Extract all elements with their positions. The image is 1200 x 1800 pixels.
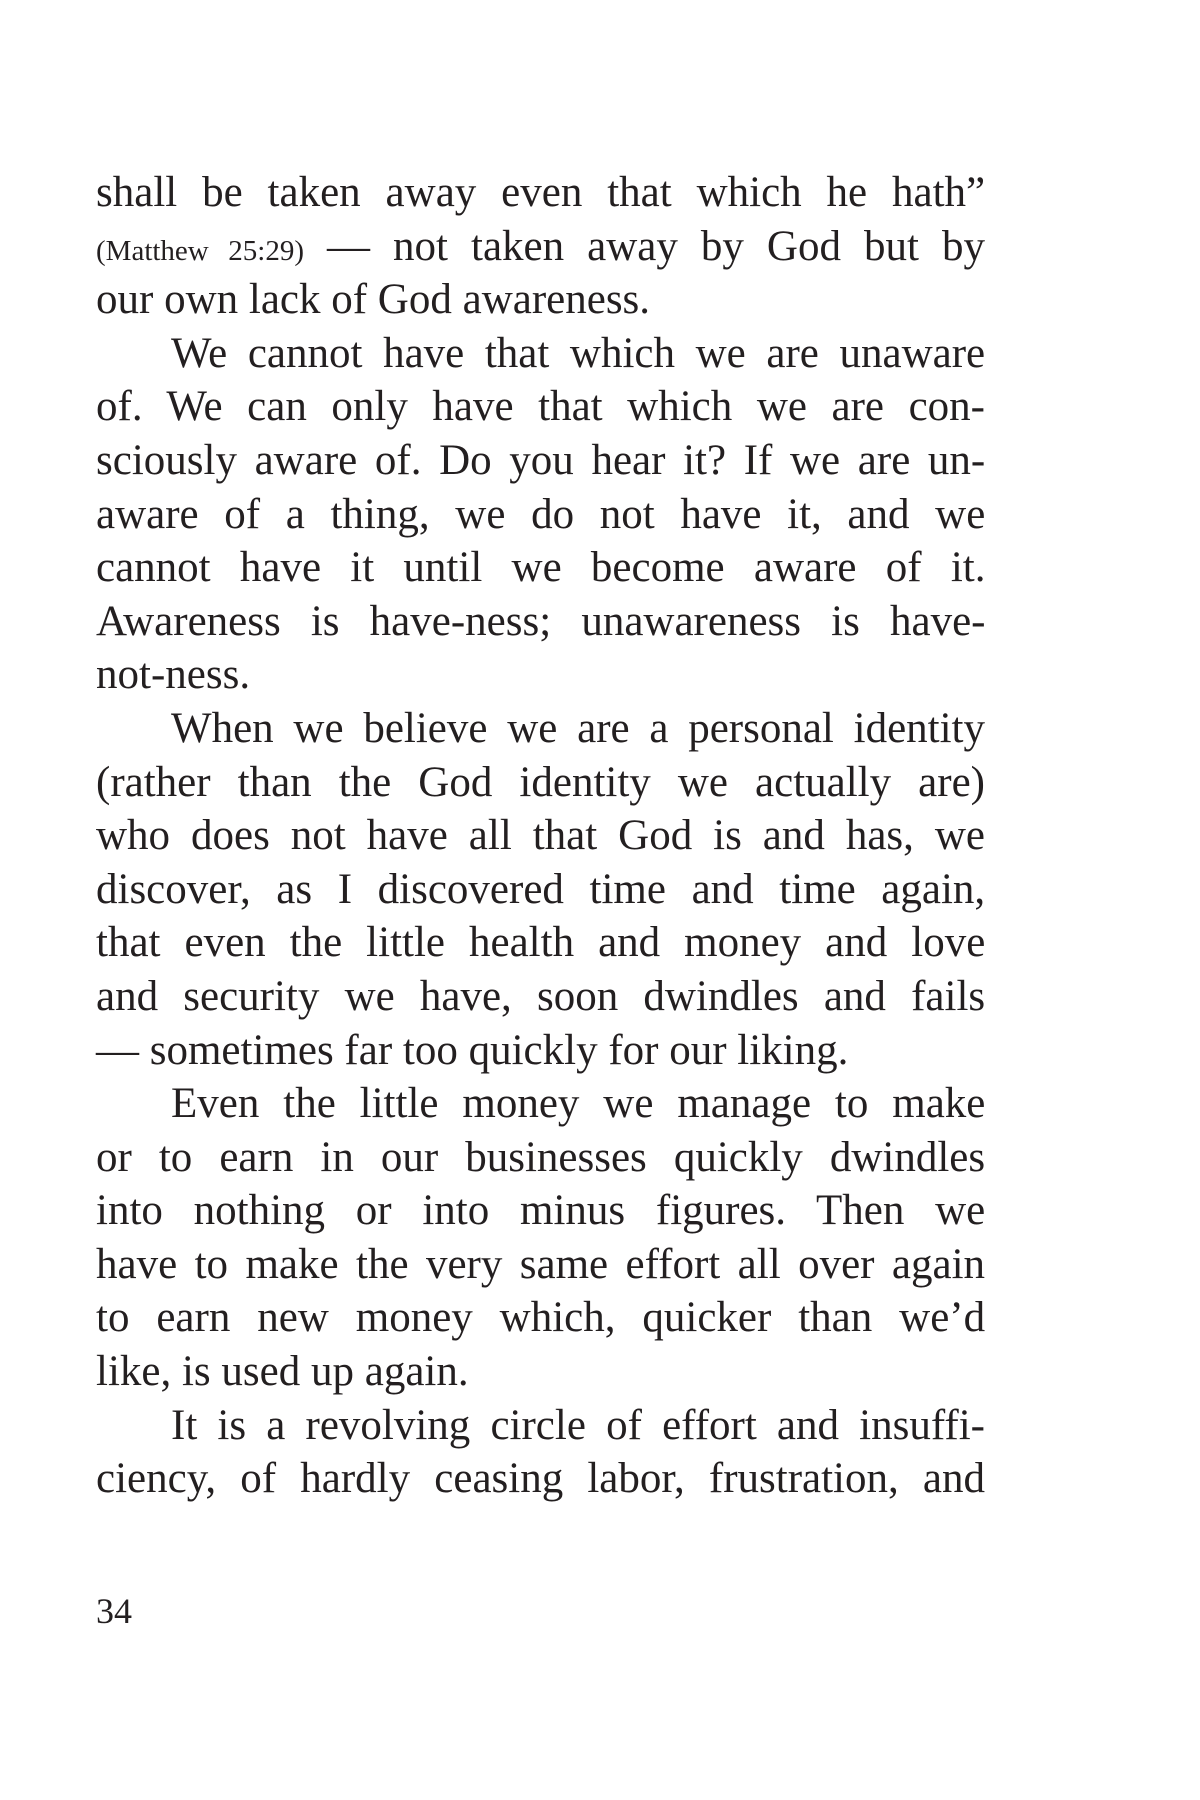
text-line [96,702,985,756]
text-line-content: When we believe we are a personal identity [171,704,985,752]
text-line-content: or to earn in our businesses quickly dwindles [96,1133,986,1181]
text-line [96,380,985,434]
text-line-content: ciency, of hardly ceasing labor, frustration, and [96,1455,985,1503]
text-line-content: have to make the very same effort all over again [96,1240,986,1288]
text-line-content: like, is used up again. [96,1348,469,1396]
text-line [96,809,985,863]
text-line-content: and security we have, soon dwindles and fails [96,972,986,1020]
text-line [96,648,985,702]
text-line-content: that even the little health and money and love [96,919,986,967]
page-number: 34 [96,1591,132,1631]
text-line [96,1291,985,1345]
text-line-content: We cannot have that which we are unaware [171,329,986,377]
text-line [96,1452,985,1506]
text-line [96,970,985,1024]
text-line [96,1345,985,1399]
text-line-content: of. We can only have that which we are con- [96,383,985,431]
text-line-content: Awareness is have-ness; unawareness is have- [96,597,986,645]
text-line [96,541,985,595]
text-line-content: our own lack of God awareness. [96,276,651,324]
text-line [96,863,985,917]
text-line [96,1131,985,1185]
text-line [96,488,985,542]
scripture-citation: (Matthew 25:29) [96,234,304,267]
text-line [96,1024,985,1078]
body-text [96,166,985,1506]
text-line [96,273,985,327]
text-line [96,756,985,810]
text-line-content: (rather than the God identity we actually are) [96,758,985,806]
text-line-content: — sometimes far too quickly for our liking. [96,1026,849,1074]
text-line [96,595,985,649]
text-line-content: discover, as I discovered time and time again, [96,865,986,913]
text-line-content: into nothing or into minus figures. Then we [96,1187,986,1235]
text-line-content: — not taken away by God but by [303,222,985,270]
text-line [96,916,985,970]
text-line-content: sciously aware of. Do you hear it? If we are un- [96,436,986,484]
text-line-content: Even the little money we manage to make [171,1080,986,1128]
text-line-content: not-ness. [96,651,251,699]
text-line-content: shall be taken away even that which he hath” [96,169,986,216]
text-line [96,1238,985,1292]
text-line [96,166,985,220]
text-line [96,1399,985,1453]
text-line [96,327,985,381]
text-line [96,220,985,274]
text-line-content: aware of a thing, we do not have it, and we [96,490,986,538]
text-line [96,434,985,488]
text-line [96,1077,985,1131]
text-line-content: who does not have all that God is and has, we [96,812,985,860]
text-line-content: It is a revolving circle of effort and insuffi- [171,1401,985,1449]
text-line-content: to earn new money which, quicker than we’d [96,1294,986,1342]
text-line [96,1184,985,1238]
text-line-content: cannot have it until we become aware of it. [96,544,986,592]
